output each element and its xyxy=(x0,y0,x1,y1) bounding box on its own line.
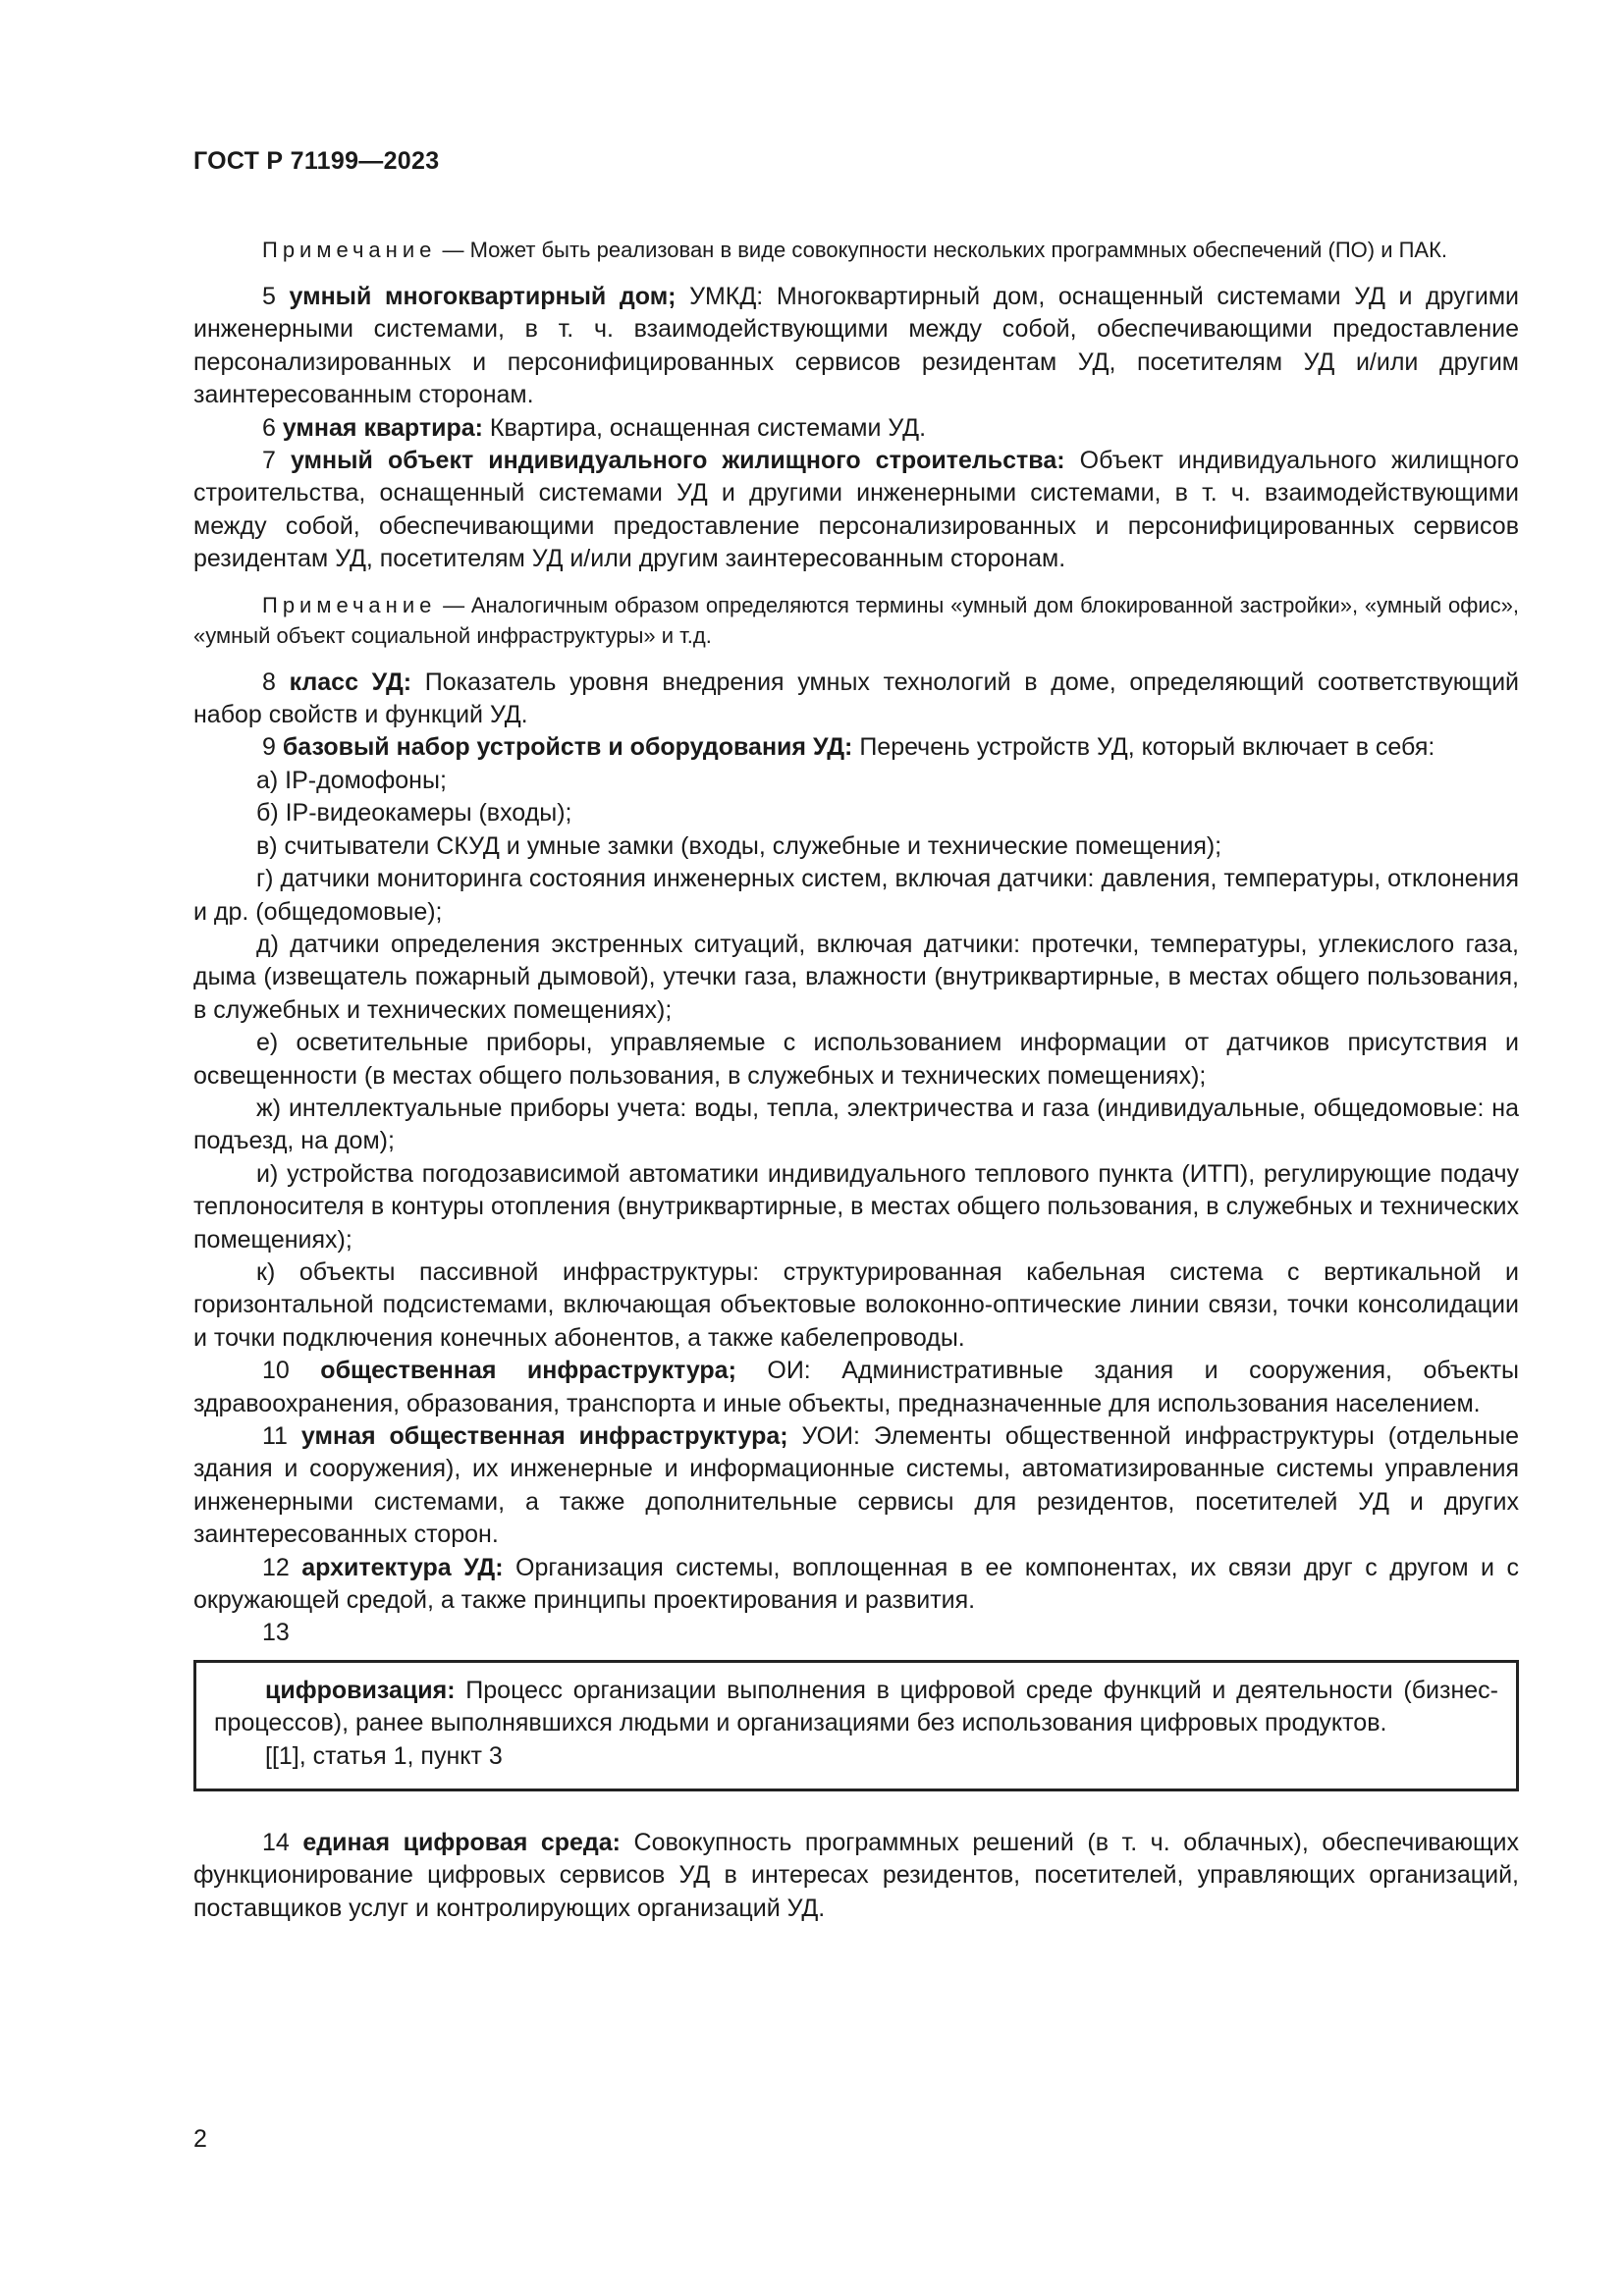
term-13-number: 13 xyxy=(262,1619,290,1647)
note-2 xyxy=(193,590,1519,651)
term-5 xyxy=(193,281,1519,412)
term-name: единая цифровая среда: xyxy=(302,1829,622,1857)
document-header: ГОСТ Р 71199—2023 xyxy=(193,147,440,175)
list-item: и) устройства погодозависимой автоматики индивидуального теплового пункта (ИТП), регулирующие подачу теплоносителя в контуры отопления (внутриквартирные, в местах общего пользования, в служебных и технических помещениях); xyxy=(193,1159,1519,1254)
term-definition: Совокупность программных решений (в т. ч. облачных), обеспечивающих функционирование цифровых сервисов УД в интересах резидентов, посетителей, управляющих организаций, поставщиков услуг и контролирующих организаций УД. xyxy=(193,1829,1519,1922)
term-number: 11 xyxy=(262,1422,301,1450)
term-13-source: [[1], статья 1, пункт 3 xyxy=(265,1741,503,1770)
term-name: умная квартира: xyxy=(282,413,483,442)
note-text: — Аналогичным образом определяются термины «умный дом блокированной застройки», «умный офис», «умный объект социальной инфраструктуры» и т.д. xyxy=(193,592,1519,648)
term-definition: Показатель уровня внедрения умных технологий в доме, определяющий соответствующий набор свойств и функций УД. xyxy=(193,667,1519,729)
term-definition: Перечень устройств УД, который включает в себя: xyxy=(852,733,1435,762)
document-page xyxy=(193,147,1519,1925)
term-number: 5 xyxy=(262,283,290,310)
term-name: класс УД: xyxy=(289,667,412,696)
term-number: 6 xyxy=(262,413,283,442)
term-12 xyxy=(193,1552,1519,1618)
note-label: Примечание xyxy=(262,592,437,617)
term-name: умный объект индивидуального жилищного строительства: xyxy=(290,447,1065,475)
page-number: 2 xyxy=(193,2125,207,2153)
list-item: е) осветительные приборы, управляемые с использованием информации от датчиков присутствия и освещенности (в местах общего пользования, в служебных и технических помещениях); xyxy=(193,1029,1519,1090)
term-number: 12 xyxy=(262,1553,302,1581)
list-item: а) IP-домофоны; xyxy=(256,766,447,794)
term-definition: УОИ: Элементы общественной инфраструктуры (отдельные здания и сооружения), их инженерные и информационные системы, автоматизированные системы управления инженерными системами, а также дополнительные сервисы для резидентов, посетителей УД и других заинтересованных сторон. xyxy=(193,1422,1519,1549)
term-6 xyxy=(193,412,1519,445)
term-name: умный многоквартирный дом; xyxy=(289,283,677,310)
note-text: — Может быть реализован в виде совокупности нескольких программных обеспечений (ПО) и ПАК. xyxy=(436,238,1448,262)
term-13-box xyxy=(193,1660,1519,1791)
term-definition: Объект индивидуального жилищного строительства, оснащенный системами УД и другими инженерными системами, в т. ч. взаимодействующими между собой, обеспечивающими предоставление персонализированных и персонифицированных сервисов резидентам УД, посетителям УД и/или другим заинтересованным сторонам. xyxy=(193,447,1519,573)
term-number: 9 xyxy=(262,733,283,762)
list-item: в) считыватели СКУД и умные замки (входы, служебные и технические помещения); xyxy=(256,831,1222,860)
term-8 xyxy=(193,667,1519,732)
list-item: г) датчики мониторинга состояния инженерных систем, включая датчики: давления, температуры, отклонения и др. (общедомовые); xyxy=(193,865,1519,926)
term-name: общественная инфраструктура; xyxy=(320,1357,736,1385)
term-definition: ОИ: Административные здания и сооружения, объекты здравоохранения, образования, транспорта и иные объекты, предназначенные для использования населением. xyxy=(193,1357,1519,1417)
term-number: 8 xyxy=(262,667,290,696)
term-14 xyxy=(193,1827,1519,1925)
term-definition: УМКД: Многоквартирный дом, оснащенный системами УД и другими инженерными системами, в т. ч. взаимодействующими между собой, обеспечивающими предоставление персонализированных и персонифицированных сервисов резидентам УД, посетителям УД и/или другим заинтересованным сторонам. xyxy=(193,283,1519,409)
list-item: б) IP-видеокамеры (входы); xyxy=(256,799,572,828)
term-number: 10 xyxy=(262,1357,321,1385)
term-definition: Процесс организации выполнения в цифровой среде функций и деятельности (бизнес-процессов), ранее выполнявшихся людьми и организациями без использования цифровых продуктов. xyxy=(214,1676,1498,1737)
term-10 xyxy=(193,1355,1519,1420)
term-number: 7 xyxy=(262,447,291,475)
term-number: 14 xyxy=(262,1829,303,1857)
list-item: д) датчики определения экстренных ситуаций, включая датчики: протечки, температуры, углекислого газа, дыма (извещатель пожарный дымовой), утечки газа, влажности (внутриквартирные, в местах общего пользования, в служебных и технических помещениях); xyxy=(193,930,1519,1024)
term-13 xyxy=(214,1675,1498,1740)
term-definition: Организация системы, воплощенная в ее компонентах, их связи друг с другом и с окружающей средой, а также принципы проектирования и развития. xyxy=(193,1553,1519,1615)
term-7 xyxy=(193,445,1519,576)
note-label: Примечание xyxy=(262,238,437,262)
term-9 xyxy=(193,731,1519,764)
term-name: архитектура УД: xyxy=(301,1553,504,1581)
term-11 xyxy=(193,1420,1519,1552)
term-definition: Квартира, оснащенная системами УД. xyxy=(482,413,927,442)
term-name: умная общественная инфраструктура; xyxy=(300,1422,788,1450)
term-name: базовый набор устройств и оборудования УД: xyxy=(282,733,853,762)
term-name: цифровизация: xyxy=(265,1676,456,1704)
list-item: к) объекты пассивной инфраструктуры: структурированная кабельная система с вертикальной и горизонтальной подсистемами, включающая объектовые волоконно-оптические линии связи, точки консолидации и точки подключения конечных абонентов, а также кабелепроводы. xyxy=(193,1257,1519,1352)
list-item: ж) интеллектуальные приборы учета: воды, тепла, электричества и газа (индивидуальные, общедомовые: на подъезд, на дом); xyxy=(193,1094,1519,1155)
note-1 xyxy=(193,235,1519,265)
